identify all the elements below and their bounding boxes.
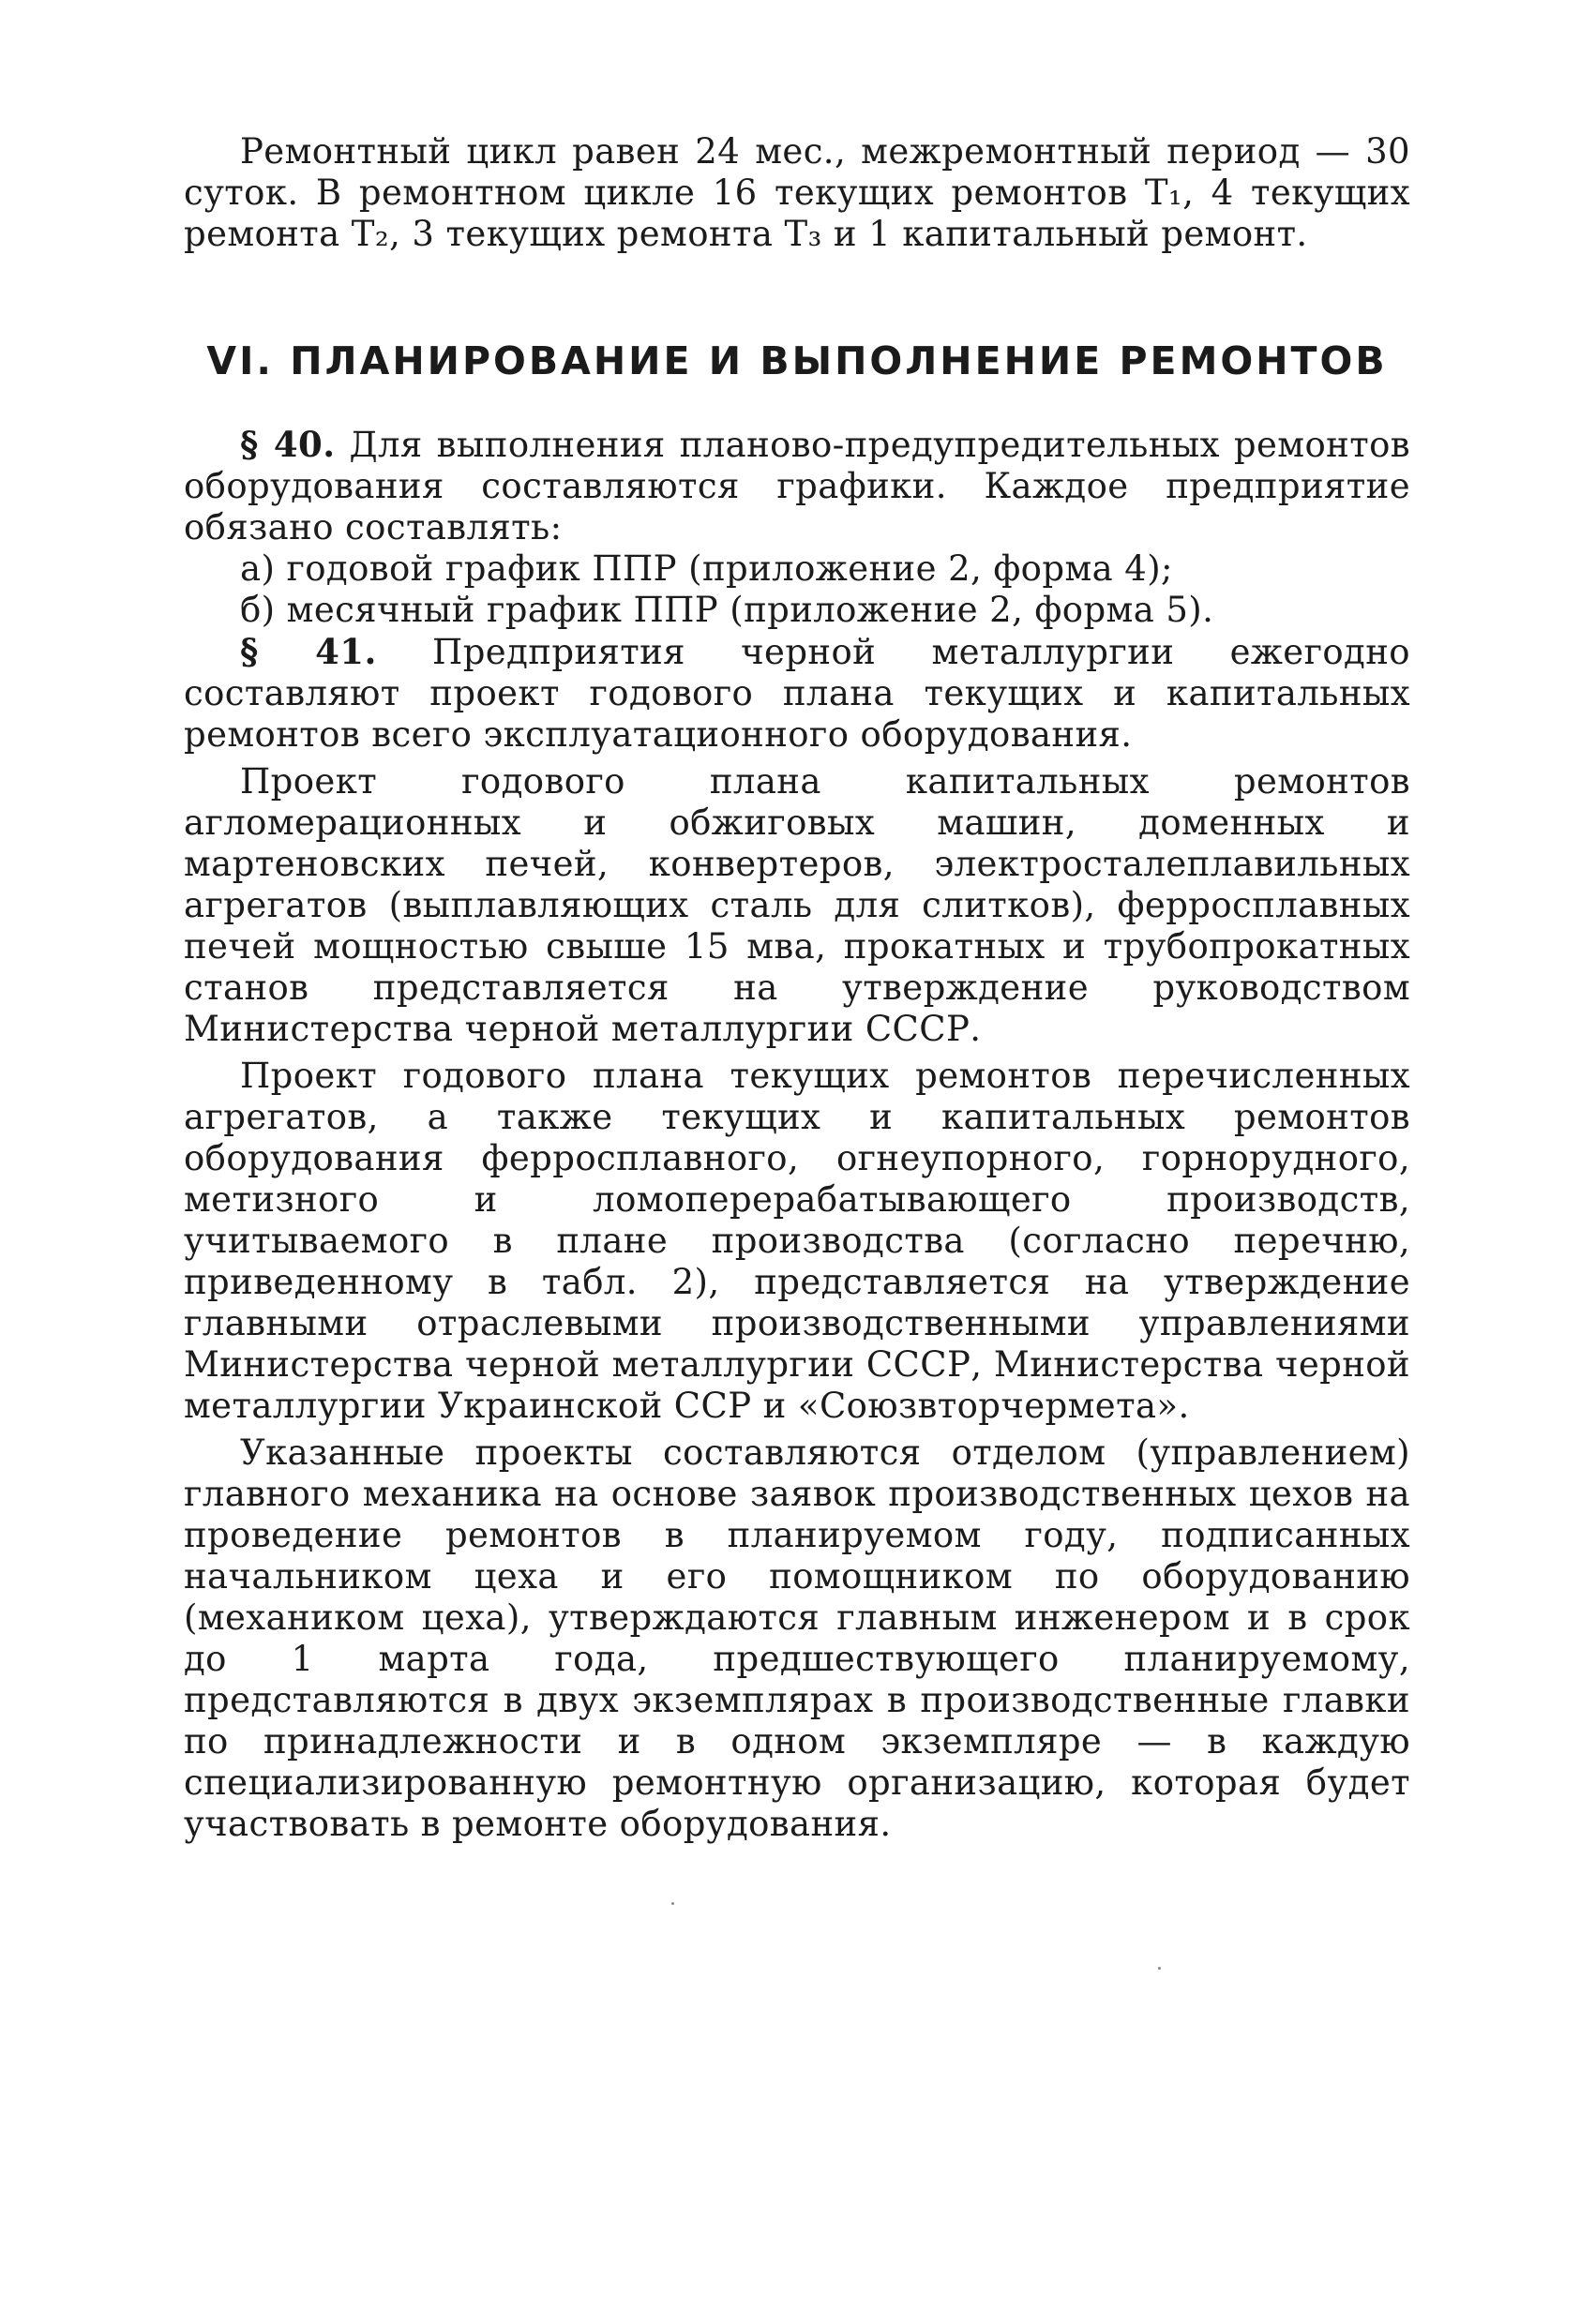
list-item-a: а) годовой график ППР (приложение 2, форма 4); xyxy=(240,548,1173,589)
paragraph-40-text: Для выполнения планово-предупредительных ремонтов оборудования составляются графики. Каждое предприятие обязано составлять: xyxy=(184,425,1410,547)
list-item-b: б) месячный график ППР (приложение 2, форма 5). xyxy=(240,590,1214,630)
paragraph-41-text: Предприятия черной металлургии ежегодно составляют проект годового плана текущих и капитальных ремонтов всего эксплуатационного оборудования. xyxy=(184,632,1410,755)
paragraph-40-number: § 40. xyxy=(240,424,336,465)
scan-speck xyxy=(671,1902,674,1905)
paragraph-41 xyxy=(184,631,1410,756)
intro-block xyxy=(184,131,1410,255)
section-heading: VI. ПЛАНИРОВАНИЕ И ВЫПОЛНЕНИЕ РЕМОНТОВ xyxy=(206,338,1388,383)
scan-speck xyxy=(1158,1967,1161,1970)
paragraph-41-number: § 41. xyxy=(240,631,377,672)
paragraph-projects: Указанные проекты составляются отделом (управлением) главного механика на основе заявок производственных цехов на проведение ремонтов в планируемом году, подписанных начальником цеха и его помощником по оборудованию (механиком цеха), утверждаются главным инженером и в срок до 1 марта года, предшествующего планируемому, представляются в двух экземплярах в производственные главки по принадлежности и в одном экземпляре — в каждую специализированную ремонтную организацию, которая будет участвовать в ремонте оборудования. xyxy=(184,1432,1410,1844)
paragraph-capital-repairs: Проект годового плана капитальных ремонтов агломерационных и обжиговых машин, доменных и мартеновских печей, конвертеров, электросталеплавильных агрегатов (выплавляющих сталь для слитков), ферросплавных печей мощностью свыше 15 мва, прокатных и трубопрокатных станов представляется на утверждение руководством Министерства черной металлургии СССР. xyxy=(184,761,1410,1049)
paragraph-current-repairs: Проект годового плана текущих ремонтов перечисленных агрегатов, а также текущих и капитальных ремонтов оборудования ферросплавного, огнеупорного, горнорудного, метизного и ломоперерабатывающего производств, учитываемого в плане производства (согласно перечню, приведенному в табл. 2), представляется на утверждение главными отраслевыми производственными управлениями Министерства черной металлургии СССР, Министерства черной металлургии Украинской ССР и «Союзвторчермета». xyxy=(184,1056,1410,1426)
main-text-block xyxy=(184,424,1410,1845)
paragraph-40 xyxy=(184,424,1410,548)
intro-paragraph: Ремонтный цикл равен 24 мес., межремонтный период — 30 суток. В ремонтном цикле 16 текущих ремонтов Т₁, 4 текущих ремонта Т₂, 3 текущих ремонта Т₃ и 1 капитальный ремонт. xyxy=(184,131,1410,254)
